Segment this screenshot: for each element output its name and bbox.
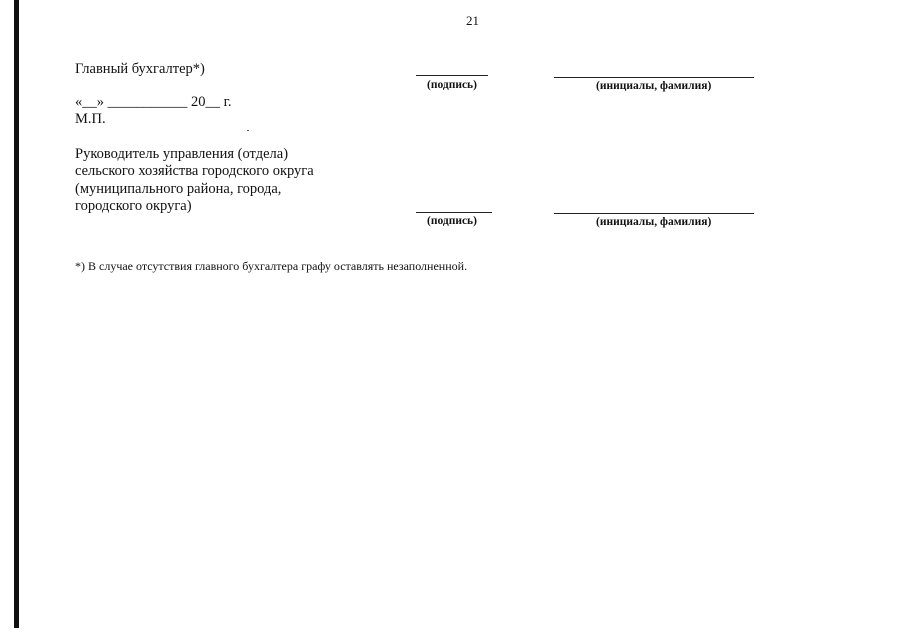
footnote: *) В случае отсутствия главного бухгалтера графу оставлять незаполненной. — [75, 259, 468, 273]
head-signature-line — [416, 212, 492, 213]
head-name-line — [554, 213, 754, 214]
head-signature-caption: (подпись) — [427, 215, 477, 227]
head-title-line-4: городского округа) — [75, 198, 192, 214]
head-title-line-1: Руководитель управления (отдела) — [75, 146, 289, 162]
chief-signature-line — [416, 75, 488, 76]
chief-signature-caption: (подпись) — [427, 79, 477, 91]
scan-speck — [247, 130, 249, 131]
chief-name-caption: (инициалы, фамилия) — [596, 80, 712, 92]
page-number: 21 — [466, 13, 479, 28]
head-title-line-2: сельского хозяйства городского округа — [75, 163, 314, 179]
scan-edge-bar — [14, 0, 19, 628]
head-title-line-3: (муниципального района, города, — [75, 181, 282, 197]
head-name-caption: (инициалы, фамилия) — [596, 216, 712, 228]
chief-name-line — [554, 77, 754, 78]
stamp-place: М.П. — [75, 111, 106, 127]
chief-accountant-title: Главный бухгалтер*) — [75, 61, 205, 77]
date-line: «__» ___________ 20__ г. — [75, 94, 232, 110]
